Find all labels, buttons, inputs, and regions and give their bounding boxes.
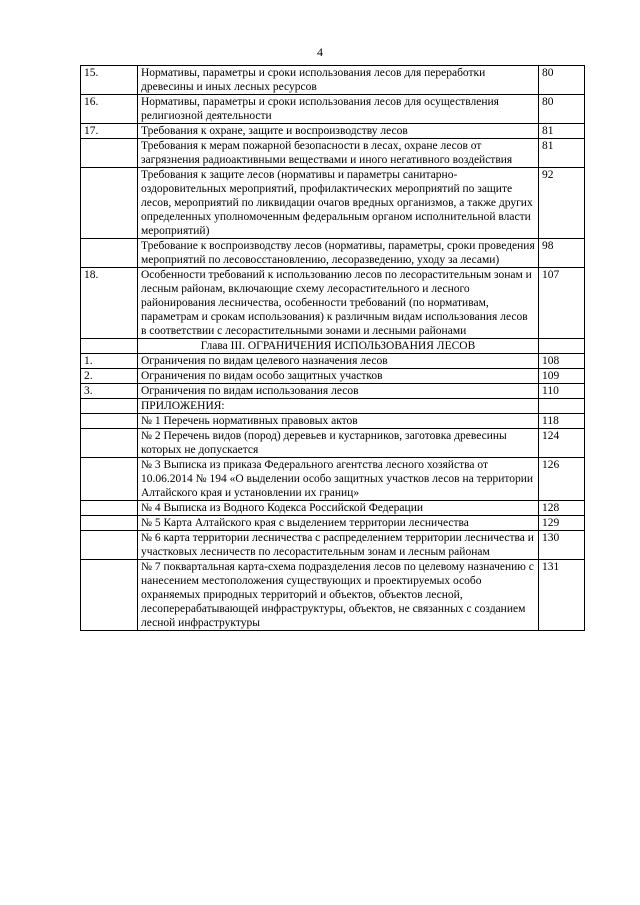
row-page-number: 81 (539, 139, 585, 168)
row-page-number: 108 (539, 354, 585, 369)
table-row (81, 339, 585, 354)
row-page-number: 81 (539, 124, 585, 139)
contents-table (80, 65, 585, 631)
row-title: Требования к мерам пожарной безопасности в лесах, охране лесов от загрязнения радиоактивными веществами и иного негативного воздействия (138, 139, 539, 168)
page-number: 4 (317, 45, 323, 59)
table-row (81, 458, 585, 501)
row-title: Требования к охране, защите и воспроизводству лесов (138, 124, 539, 139)
row-number (81, 168, 138, 239)
row-title: Требования к защите лесов (нормативы и параметры санитарно-оздоровительных мероприятий, профилактических мероприятий по защите лесов, мероприятий по ликвидации очагов вредных организмов, а также других определенных уполномоченным федеральным органом исполнительной власти мероприятий) (138, 168, 539, 239)
row-page-number: 80 (539, 66, 585, 95)
table-row (81, 399, 585, 414)
row-page-number: 109 (539, 369, 585, 384)
row-page-number: 126 (539, 458, 585, 501)
table-row (81, 369, 585, 384)
row-number (81, 399, 138, 414)
row-title: № 5 Карта Алтайского края с выделением территории лесничества (138, 516, 539, 531)
row-number (81, 139, 138, 168)
row-page-number: 80 (539, 95, 585, 124)
row-page-number: 98 (539, 239, 585, 268)
row-page-number (539, 339, 585, 354)
table-row (81, 414, 585, 429)
row-title: Ограничения по видам особо защитных участков (138, 369, 539, 384)
row-title: Глава III. ОГРАНИЧЕНИЯ ИСПОЛЬЗОВАНИЯ ЛЕСОВ (138, 339, 539, 354)
row-title: № 7 поквартальная карта-схема подразделения лесов по целевому назначению с нанесением местоположения существующих и проектируемых особо охраняемых природных территорий и объектов, объектов лесной, лесоперерабатывающей инфраструктуры, объектов, не связанных с созданием лесной инфраструктуры (138, 560, 539, 631)
row-number (81, 429, 138, 458)
row-page-number: 129 (539, 516, 585, 531)
row-title: Требование к воспроизводству лесов (нормативы, параметры, сроки проведения мероприятий по лесовосстановлению, лесоразведению, уходу за лесами) (138, 239, 539, 268)
row-title: Ограничения по видам целевого назначения лесов (138, 354, 539, 369)
row-number (81, 560, 138, 631)
row-number (81, 414, 138, 429)
row-page-number: 92 (539, 168, 585, 239)
table-row (81, 66, 585, 95)
table-row (81, 139, 585, 168)
table-row (81, 239, 585, 268)
row-title: № 2 Перечень видов (пород) деревьев и кустарников, заготовка древесины которых не допускается (138, 429, 539, 458)
row-number: 1. (81, 354, 138, 369)
row-title: № 3 Выписка из приказа Федерального агентства лесного хозяйства от 10.06.2014 № 194 «О выделении особо защитных участков лесов на территории Алтайского края и установлении их границ» (138, 458, 539, 501)
row-number (81, 531, 138, 560)
row-title: Особенности требований к использованию лесов по лесорастительным зонам и лесным районам, включающие схему лесорастительного и лесного районирования лесничества, особенности требований (по нормативам, параметрам и срокам использования) к различным видам использования лесов в соответствии с лесорастительными зонами и лесными районами (138, 268, 539, 339)
row-page-number: 110 (539, 384, 585, 399)
row-page-number: 131 (539, 560, 585, 631)
row-number (81, 239, 138, 268)
row-number: 18. (81, 268, 138, 339)
row-number: 17. (81, 124, 138, 139)
table-row (81, 168, 585, 239)
row-number (81, 516, 138, 531)
row-title: № 4 Выписка из Водного Кодекса Российской Федерации (138, 501, 539, 516)
table-row (81, 501, 585, 516)
table-row (81, 95, 585, 124)
row-page-number: 107 (539, 268, 585, 339)
table-row (81, 124, 585, 139)
row-number (81, 339, 138, 354)
row-title: Нормативы, параметры и сроки использования лесов для осуществления религиозной деятельности (138, 95, 539, 124)
table-row (81, 516, 585, 531)
table-row (81, 429, 585, 458)
row-number (81, 458, 138, 501)
row-number: 3. (81, 384, 138, 399)
row-title: ПРИЛОЖЕНИЯ: (138, 399, 539, 414)
table-row (81, 384, 585, 399)
table-row (81, 560, 585, 631)
row-number (81, 501, 138, 516)
row-page-number: 124 (539, 429, 585, 458)
row-title: Ограничения по видам использования лесов (138, 384, 539, 399)
row-page-number: 128 (539, 501, 585, 516)
row-page-number (539, 399, 585, 414)
row-page-number: 130 (539, 531, 585, 560)
row-number: 16. (81, 95, 138, 124)
row-page-number: 118 (539, 414, 585, 429)
row-title: № 6 карта территории лесничества с распределением территории лесничества и участковых лесничеств по лесорастительным зонам и лесным районам (138, 531, 539, 560)
row-title: Нормативы, параметры и сроки использования лесов для переработки древесины и иных лесных ресурсов (138, 66, 539, 95)
row-title: № 1 Перечень нормативных правовых актов (138, 414, 539, 429)
row-number: 15. (81, 66, 138, 95)
row-number: 2. (81, 369, 138, 384)
contents-table-body (81, 66, 585, 631)
table-row (81, 268, 585, 339)
table-row (81, 354, 585, 369)
table-row (81, 531, 585, 560)
